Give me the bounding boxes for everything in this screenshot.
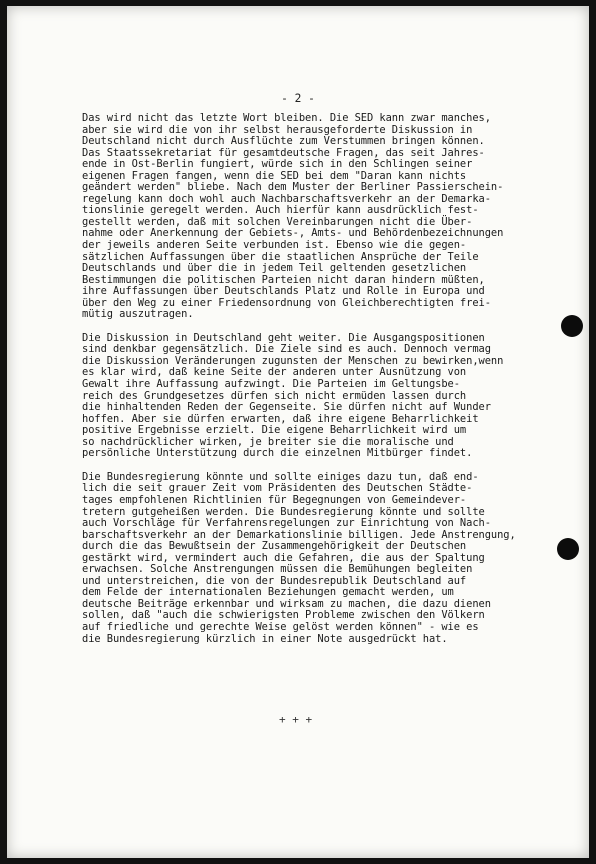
text-line: tretern gutgeheißen werden. Die Bundesregierung könnte und sollte bbox=[82, 505, 485, 518]
text-line: so nachdrücklicher wirken, je breiter sie die moralische und bbox=[82, 435, 454, 448]
punch-hole-mark bbox=[561, 315, 583, 337]
text-line: Das wird nicht das letzte Wort bleiben. Die SED kann zwar manches, bbox=[82, 112, 491, 124]
text-line: Deutschland nicht durch Ausflüchte zum Verstummen bringen können. bbox=[82, 135, 485, 148]
text-line: auf friedliche und gerechte Weise gelöst werden können" - wie es bbox=[82, 620, 479, 633]
text-line: deutsche Beiträge erkennbar und wirksam zu machen, die dazu dienen bbox=[82, 597, 491, 610]
text-line: über den Weg zu einer Friedensordnung von Gleichberechtigten frei- bbox=[82, 296, 491, 309]
text-line: sätzlichen Auffassungen über die staatlichen Ansprüche der Teile bbox=[82, 250, 479, 263]
text-line: die hinhaltenden Reden der Gegenseite. Sie dürfen nicht auf Wunder bbox=[82, 401, 491, 414]
text-line: geändert werden" bliebe. Nach dem Muster der Berliner Passierschein- bbox=[82, 181, 504, 194]
text-line: ihre Auffassungen über Deutschlands Platz und Rolle in Europa und bbox=[82, 285, 485, 298]
punch-hole-mark bbox=[557, 538, 579, 560]
text-line: sollen, daß "auch die schwierigsten Probleme zwischen den Völkern bbox=[82, 609, 485, 622]
text-line: auch Vorschläge für Verfahrensregelungen zur Einrichtung von Nach- bbox=[82, 517, 491, 530]
document-body bbox=[82, 113, 574, 657]
text-line: barschaftsverkehr an der Demarkationslinie billigen. Jede Anstrengung, bbox=[82, 528, 516, 541]
text-line: regelung kann doch wohl auch Nachbarschaftsverkehr an der Demarka- bbox=[82, 192, 491, 205]
document-page bbox=[7, 6, 589, 858]
text-line: der jeweils anderen Seite verbunden ist. Ebenso wie die gegen- bbox=[82, 239, 467, 252]
text-line: Die Diskussion in Deutschland geht weiter. Die Ausgangspositionen bbox=[82, 331, 485, 344]
text-line: dem Felde der internationalen Beziehungen gemacht werden, um bbox=[82, 586, 454, 599]
paragraph bbox=[82, 113, 574, 321]
text-line: und unterstreichen, die von der Bundesrepublik Deutschland auf bbox=[82, 574, 467, 587]
text-line: positive Ergebnisse erzielt. Die eigene Beharrlichkeit wird um bbox=[82, 424, 467, 437]
text-line: ende in Ost-Berlin fungiert, würde sich in den Schlingen seiner bbox=[82, 158, 473, 171]
text-line: nahme oder Anerkennung der Gebiets-, Amts- und Behördenbezeichnungen bbox=[82, 227, 504, 240]
text-line: Das Staatssekretariat für gesamtdeutsche Fragen, das seit Jahres- bbox=[82, 146, 485, 159]
text-line: tionslinie geregelt werden. Auch hierfür kann ausdrücklich fest- bbox=[82, 204, 479, 217]
text-line: reich des Grundgesetzes dürfen sich nicht ermüden lassen durch bbox=[82, 389, 467, 402]
text-line: die Bundesregierung kürzlich in einer Note ausgedrückt hat. bbox=[82, 632, 448, 645]
text-line: eigenen Fragen fangen, wenn die SED bei dem "Daran kann nichts bbox=[82, 169, 467, 182]
text-line: gestellt werden, daß mit solchen Vereinbarungen nicht die Über- bbox=[82, 215, 473, 228]
text-line: durch die das Bewußtsein der Zusammengehörigkeit der Deutschen bbox=[82, 540, 467, 553]
text-line: erwachsen. Solche Anstrengungen müssen die Bemühungen begleiten bbox=[82, 563, 473, 576]
text-line: sind denkbar gegensätzlich. Die Ziele sind es auch. Dennoch vermag bbox=[82, 343, 491, 356]
text-line: aber sie wird die von ihr selbst herausgeforderte Diskussion in bbox=[82, 123, 473, 136]
paragraph bbox=[82, 333, 574, 460]
text-line: Gewalt ihre Auffassung aufzwingt. Die Parteien im Geltungsbe- bbox=[82, 378, 460, 391]
text-line: lich die seit grauer Zeit vom Präsidenten des Deutschen Städte- bbox=[82, 482, 473, 495]
text-line: Deutschlands und über die in jedem Teil geltenden gesetzlichen bbox=[82, 262, 467, 275]
text-line: persönliche Unterstützung durch die einzelnen Mitbürger findet. bbox=[82, 447, 473, 460]
text-line: tages empfohlenen Richtlinien für Begegnungen von Gemeindever- bbox=[82, 493, 467, 506]
section-separator: + + + bbox=[279, 713, 313, 726]
text-line: gestärkt wird, vermindert auch die Gefahren, die aus der Spaltung bbox=[82, 551, 485, 564]
text-line: Bestimmungen die politischen Parteien nicht daran hindern müßten, bbox=[82, 273, 485, 286]
page-number: - 2 - bbox=[281, 92, 315, 105]
paragraph bbox=[82, 472, 574, 645]
text-line: hoffen. Aber sie dürfen erwarten, daß ihre eigene Beharrlichkeit bbox=[82, 412, 479, 425]
text-line: es klar wird, daß keine Seite der anderen unter Ausnützung von bbox=[82, 366, 467, 379]
text-line: Die Bundesregierung könnte und sollte einiges dazu tun, daß end- bbox=[82, 470, 479, 483]
text-line: mütig auszutragen. bbox=[82, 308, 194, 321]
text-line: die Diskussion Veränderungen zugunsten der Menschen zu bewirken,wenn bbox=[82, 354, 504, 367]
